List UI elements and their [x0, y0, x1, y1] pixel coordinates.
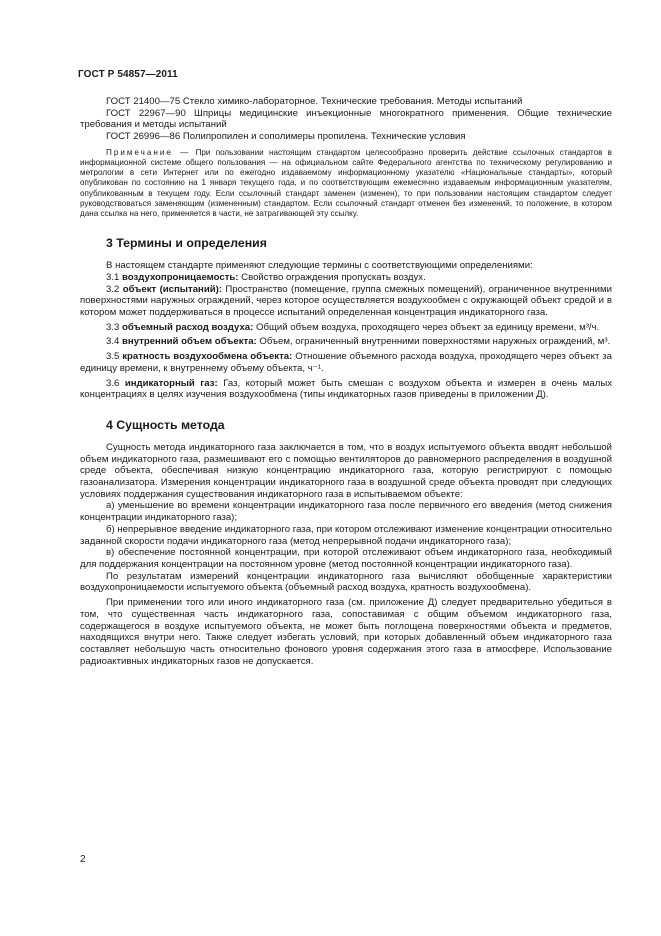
page-number: 2 — [80, 854, 86, 865]
reference-item: ГОСТ 22967—90 Шприцы медицинские инъекционные многократного применения. Общие технические требования и методы испытаний — [80, 107, 612, 131]
method-list-item: б) непрерывное введение индикаторного газа, при котором отслеживают изменение концентрации относительно заданной скорости подачи индикаторного газа (метод непрерывной подачи индикаторного газа); — [80, 523, 612, 547]
term-definition: 3.5 кратность воздухообмена объекта: Отношение объемного расхода воздуха, проходящего через объект за единицу времени, к внутреннему объему объекта, ч⁻¹. — [80, 351, 613, 374]
section-3-intro: В настоящем стандарте применяют следующие термины с соответствующими определениями: — [106, 260, 533, 272]
term: воздухопроницаемость: — [122, 271, 239, 283]
method-paragraph: По результатам измерений концентрации индикаторного газа вычисляют обобщенные характеристики воздухопроницаемости испытуемого объекта (объемный расход воздуха, кратность воздухообмена). — [80, 570, 612, 594]
term: объект (испытаний): — [122, 283, 223, 295]
term-definition: 3.6 индикаторный газ: Газ, который может быть смешан с воздухом объекта и измерен в очень малых концентрациях в целях изучения воздухообмена (типы индикаторных газов приведены в приложении Д). — [80, 377, 613, 401]
note-text: При пользовании настоящим стандартом целесообразно проверить действие ссылочных стандартов в информационной системе общего пользования — на официальном сайте Федерального агентства по техническому регулированию и метрологии в сети Интернет или по ежегодно издаваемому информационному указателю «Национальные стандарты», который опубликован по состоянию на 1 января текущего года, и по соответствующим ежемесячно издаваемым информационным указателям, опубликованным в текущем году. Если ссылочный стандарт заменен (изменен), то при пользовании настоящим стандартом следует руководствоваться заменяющим (измененным) стандартом. Если ссылочный стандарт отменен без изменений, то положение, в котором дана ссылка на него, применяется в части, не затрагивающей эту ссылку. — [80, 147, 612, 219]
term-definition: 3.3 объемный расход воздуха: Общий объем воздуха, проходящего через объект за единицу времени, м³/ч. — [106, 321, 600, 333]
note-label: Примечание — — [106, 147, 191, 157]
method-paragraph: Сущность метода индикаторного газа заключается в том, что в воздух испытуемого объекта вводят небольшой объем индикаторного газа, размешивают его с помощью вентиляторов до равномерного распределения в воздушной среде объекта, обеспечивая низкую концентрацию индикаторного газа, которую регистрируют с помощью газоанализатора. Измерения концентрации индикаторного газа в воздушной среде объекта проводят при следующих условиях поддержания существования индикаторного газа в испытываемом объекте: — [80, 441, 612, 500]
method-list-item: в) обеспечение постоянной концентрации, при которой отслеживают объем индикаторного газа, необходимый для поддержания концентрации на постоянном уровне (метод постоянной концентрации индикаторного газа). — [80, 547, 612, 570]
term-definition: 3.2 объект (испытаний): Пространство (помещение, группа смежных помещений), ограниченное внутренними поверхностями наружных ограждений, через которое осуществляется воздухообмен с окружающей объект средой и в котором может поддерживаться в процессе испытаний определенная концентрация индикаторного газа. — [80, 283, 612, 319]
term-definition: 3.4 внутренний объем объекта: Объем, ограниченный внутренними поверхностями наружных ограждений, м³. — [106, 336, 611, 348]
document-body — [80, 96, 612, 667]
term: внутренний объем объекта: — [122, 336, 257, 348]
term: объемный расход воздуха: — [122, 321, 254, 333]
section-3-title: 3 Термины и определения — [106, 236, 267, 251]
reference-item: ГОСТ 21400—75 Стекло химико-лабораторное. Технические требования. Методы испытаний — [106, 96, 523, 107]
reference-item: ГОСТ 26996—86 Полипропилен и сополимеры пропилена. Технические условия — [106, 131, 466, 143]
document-header: ГОСТ Р 54857—2011 — [78, 69, 178, 80]
section-4-title: 4 Сущность метода — [106, 417, 225, 432]
term: индикаторный газ: — [124, 377, 218, 389]
note-paragraph — [80, 148, 612, 219]
term: кратность воздухообмена объекта: — [122, 351, 293, 363]
term-definition: 3.1 воздухопроницаемость: Свойство ограждения пропускать воздух. — [106, 271, 426, 283]
method-list-item: а) уменьшение во времени концентрации индикаторного газа после первичного его введения (метод снижения концентрации индикаторного газа); — [80, 500, 612, 524]
method-paragraph: При применении того или иного индикаторного газа (см. приложение Д) следует предварительно убедиться в том, что существенная часть индикаторного газа, сопоставимая с общим объемом индикаторного газа, содержащегося в воздухе испытуемого объекта, не может быть поглощена поверхностями объекта и предметов, находящихся внутри него. Также следует избегать условий, при которых добавленный объем индикаторного газа составляет небольшую часть относительно фонового уровня содержания этого газа в атмосфере. Использование радиоактивных индикаторных газов не допускается. — [80, 597, 612, 667]
